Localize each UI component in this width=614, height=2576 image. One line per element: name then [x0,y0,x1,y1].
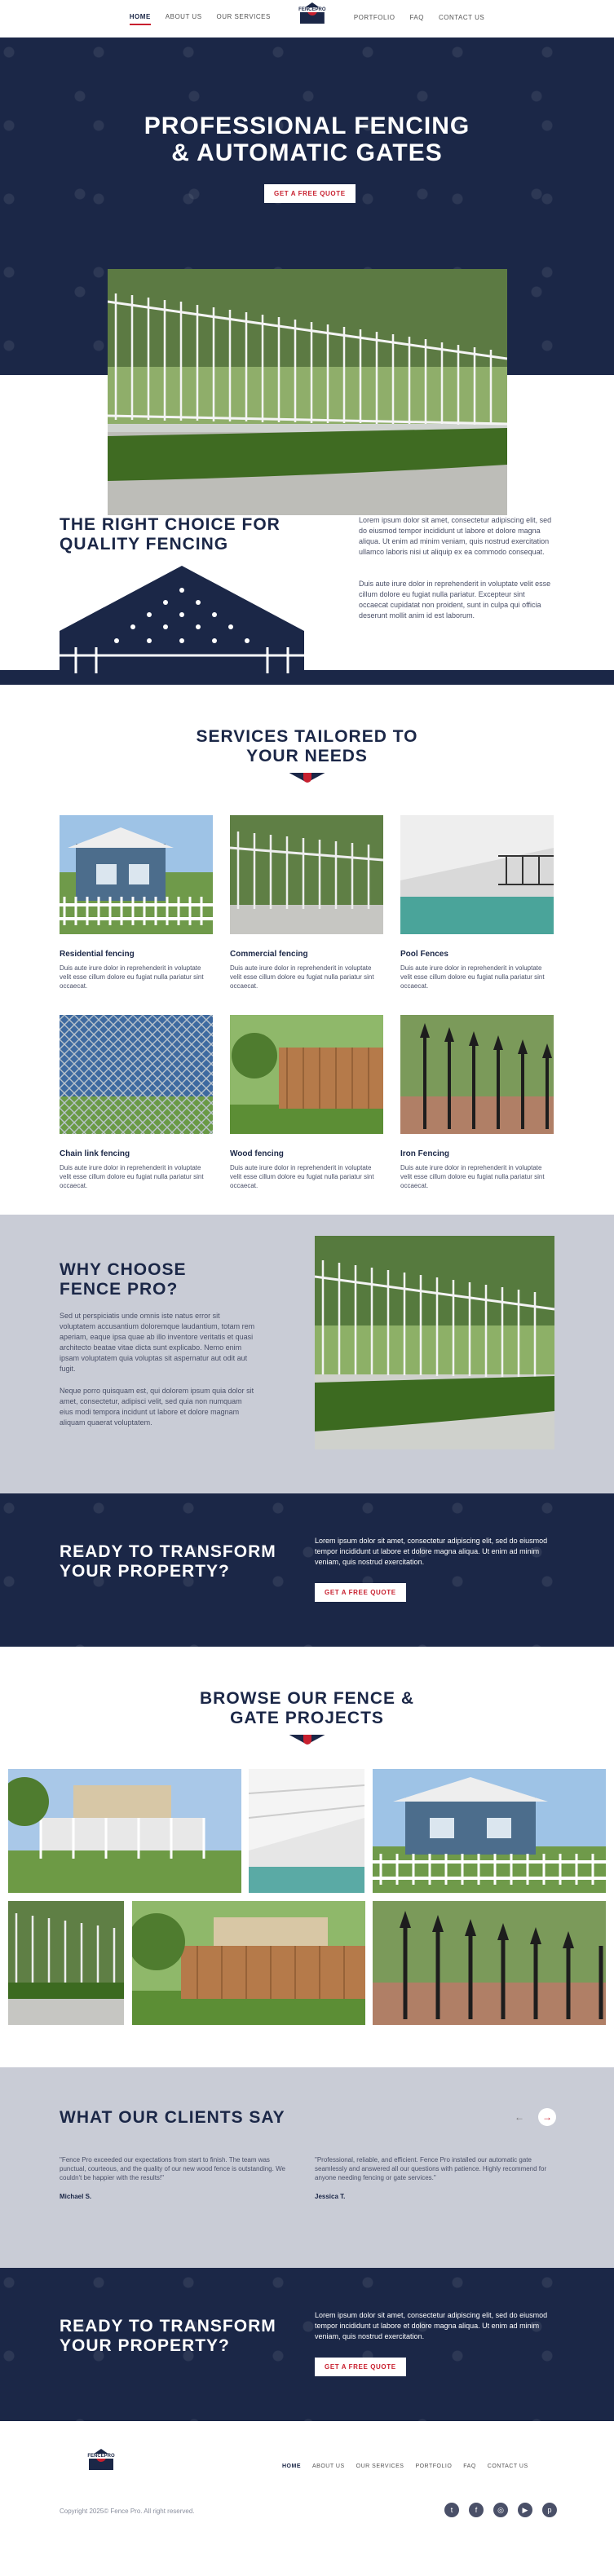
social-links [444,2503,557,2517]
nav-home[interactable]: HOME [130,13,151,25]
service-description: Duis aute irure dolor in reprehenderit in voluptate velit esse cillum dolore eu fugiat nulla pariatur sint occaecat. [400,1164,545,1189]
commercial-fence-image [230,815,383,934]
footer-nav-our-services[interactable]: OUR SERVICES [356,2464,404,2469]
main-nav-right [354,14,484,24]
copyright-text: Copyright 2025© Fence Pro. All right reserved. [60,2508,195,2515]
service-card-commercial[interactable] [230,815,383,990]
arrow-right-icon[interactable]: → [538,2108,556,2126]
arrow-left-icon[interactable]: ← [515,2111,524,2123]
choice-title [60,515,280,554]
gallery-title [0,1647,614,1728]
gallery-title-line2: GATE PROJECTS [230,1709,384,1727]
cta-title-line2: YOUR PROPERTY? [60,1562,230,1581]
chain-link-fence-image [60,1015,213,1134]
youtube-icon[interactable]: ▶ [518,2503,532,2517]
pinterest-icon[interactable]: p [542,2503,557,2517]
gallery-section [0,1647,614,2067]
choice-title-line1: THE RIGHT CHOICE FOR [60,515,280,534]
cta-quote-button[interactable]: GET A FREE QUOTE [315,1583,406,1602]
cta-title [60,1542,276,1581]
services-title-line2: YOUR NEEDS [246,747,368,765]
service-description: Duis aute irure dolor in reprehenderit in voluptate velit esse cillum dolore eu fugiat nulla pariatur sint occaecat. [230,964,374,990]
cta-section-1 [0,1493,614,1647]
testimonial-author: Jessica T. [315,2193,346,2200]
twitter-icon[interactable]: t [444,2503,459,2517]
choice-paragraph-1: Lorem ipsum dolor sit amet, consectetur adipiscing elit, sed do eiusmod tempor incididunt ut labore et dolore magna aliqua. Ut enim ad minim veniam, quis nostrud exercitation ullamco laboris nisi ut aliquip ex ea commodo consequat. [359,516,552,556]
gallery-title-line1: BROWSE OUR FENCE & [199,1689,414,1708]
service-title: Commercial fencing [230,950,308,959]
hero-title-line1: PROFESSIONAL FENCING [144,112,470,139]
gallery-image-6[interactable] [373,1901,606,2025]
iron-fence-image [400,1015,554,1134]
footer-nav [282,2464,528,2469]
cta-quote-button[interactable]: GET A FREE QUOTE [315,2358,406,2376]
shield-divider-icon [289,1735,325,1745]
service-title: Pool Fences [400,950,448,959]
nav-contact-us[interactable]: CONTACT US [438,13,485,21]
gallery-image-5[interactable] [132,1901,365,2025]
cta-paragraph: Lorem ipsum dolor sit amet, consectetur adipiscing elit, sed do eiusmod tempor incididunt ut labore et dolore magna aliqua. Ut enim ad minim veniam, quis nostrud exercitation. [315,1537,548,1566]
testimonial-quote: "Professional, reliable, and efficient. Fence Pro installed our automatic gate seamlessly and answered all our questions with patience. Highly recommend for anyone needing fencing or gate services." [315,2156,547,2181]
service-title: Iron Fencing [400,1149,449,1158]
cta-title-line1: READY TO TRANSFORM [60,2317,276,2336]
cta-section-2 [0,2268,614,2421]
testimonial-quote: "Fence Pro exceeded our expectations from start to finish. The team was punctual, courteous, and the quality of our new wood fence is outstanding. We couldn't be happier with the results!" [60,2156,285,2181]
services-title-line1: SERVICES TAILORED TO [196,727,418,746]
service-title: Chain link fencing [60,1149,130,1158]
why-title [60,1260,186,1299]
footer-logo[interactable] [81,2449,121,2481]
nav-our-services[interactable]: OUR SERVICES [216,12,271,20]
service-card-pool[interactable] [400,815,554,990]
site-logo[interactable] [292,2,333,35]
service-card-chain-link[interactable] [60,1015,213,1190]
service-card-wood[interactable] [230,1015,383,1190]
facebook-icon[interactable]: f [469,2503,484,2517]
hero-fence-image [108,269,507,515]
service-description: Duis aute irure dolor in reprehenderit in voluptate velit esse cillum dolore eu fugiat nulla pariatur sint occaecat. [60,1164,204,1189]
footer-nav-faq[interactable]: FAQ [463,2464,476,2469]
gallery-image-1[interactable] [8,1769,241,1893]
testimonial-author: Michael S. [60,2193,92,2200]
logo-text: FENCEPRO [298,7,326,12]
service-title: Residential fencing [60,950,135,959]
cta-title [60,2317,276,2356]
footer-nav-home[interactable]: HOME [282,2464,301,2469]
service-title: Wood fencing [230,1149,284,1158]
hero-quote-button[interactable]: GET A FREE QUOTE [264,184,356,203]
residential-fence-image [60,815,213,934]
cta-title-line2: YOUR PROPERTY? [60,2336,230,2355]
services-grid [60,815,614,1190]
why-paragraph-1: Sed ut perspiciatis unde omnis iste natus error sit voluptatem accusantium doloremque laudantium, totam rem aperiam, eaque ipsa quae ab illo inventore veritatis et quasi architecto beatae vitae dicta sunt explicabo. Nemo enim ipsam voluptatem quia voluptas sit aspernatur aut odit aut fugit. [60,1312,255,1373]
testimonial-1 [60,2155,296,2201]
services-section [0,685,614,1215]
testimonials-title: WHAT OUR CLIENTS SAY [60,2108,285,2127]
service-description: Duis aute irure dolor in reprehenderit in voluptate velit esse cillum dolore eu fugiat nulla pariatur sint occaecat. [230,1164,374,1189]
shield-divider-icon [289,773,325,783]
instagram-icon[interactable]: ◎ [493,2503,508,2517]
choice-title-line2: QUALITY FENCING [60,535,229,554]
cta-paragraph: Lorem ipsum dolor sit amet, consectetur adipiscing elit, sed do eiusmod tempor incididunt ut labore et dolore magna aliqua. Ut enim ad minim veniam, quis nostrud exercitation. [315,2311,548,2340]
footer-nav-about-us[interactable]: ABOUT US [312,2464,345,2469]
testimonial-controls [510,2108,556,2126]
why-choose-section [0,1215,614,1493]
site-header [0,0,614,37]
nav-faq[interactable]: FAQ [409,13,424,21]
house-stars-illustration [60,566,304,673]
wood-fence-image [230,1015,383,1134]
nav-portfolio[interactable]: PORTFOLIO [353,13,395,21]
gallery-image-4[interactable] [8,1901,124,2025]
why-paragraph-2: Neque porro quisquam est, qui dolorem ipsum quia dolor sit amet, consectetur, adipisci velit, sed quia non numquam eius modi tempora incidunt ut labore et dolore magnam aliquam quaerat voluptatem. [60,1387,254,1427]
gallery-image-2[interactable] [249,1769,364,1893]
choice-paragraph-2: Duis aute irure dolor in reprehenderit in voluptate velit esse cillum dolore eu fugiat nulla pariatur. Excepteur sint occaecat cupidatat non proident, sunt in culpa qui officia deserunt mollit anim id est laborum. [359,580,551,620]
service-description: Duis aute irure dolor in reprehenderit in voluptate velit esse cillum dolore eu fugiat nulla pariatur sint occaecat. [400,964,545,990]
logo-text: FENCEPRO [87,2454,115,2459]
why-title-line1: WHY CHOOSE [60,1260,187,1279]
cta-title-line1: READY TO TRANSFORM [60,1542,276,1561]
footer-nav-contact-us[interactable]: CONTACT US [487,2464,528,2469]
pool-fence-image [400,815,554,934]
right-choice-section [0,37,614,670]
hero-title-line2: & AUTOMATIC GATES [171,139,443,166]
service-card-residential[interactable] [60,815,213,990]
site-footer [0,2421,614,2576]
gallery-image-3[interactable] [373,1769,606,1893]
main-nav-left [130,13,271,25]
nav-about-us[interactable]: ABOUT US [165,12,202,20]
services-title [0,685,614,766]
service-description: Duis aute irure dolor in reprehenderit in voluptate velit esse cillum dolore eu fugiat nulla pariatur sint occaecat. [60,964,204,990]
why-fence-image [315,1236,554,1449]
footer-nav-portfolio[interactable]: PORTFOLIO [415,2464,453,2469]
service-card-iron[interactable] [400,1015,554,1190]
testimonials-section [0,2067,614,2268]
project-gallery [0,1769,614,2082]
testimonial-2 [315,2155,551,2201]
why-title-line2: FENCE PRO? [60,1280,179,1299]
